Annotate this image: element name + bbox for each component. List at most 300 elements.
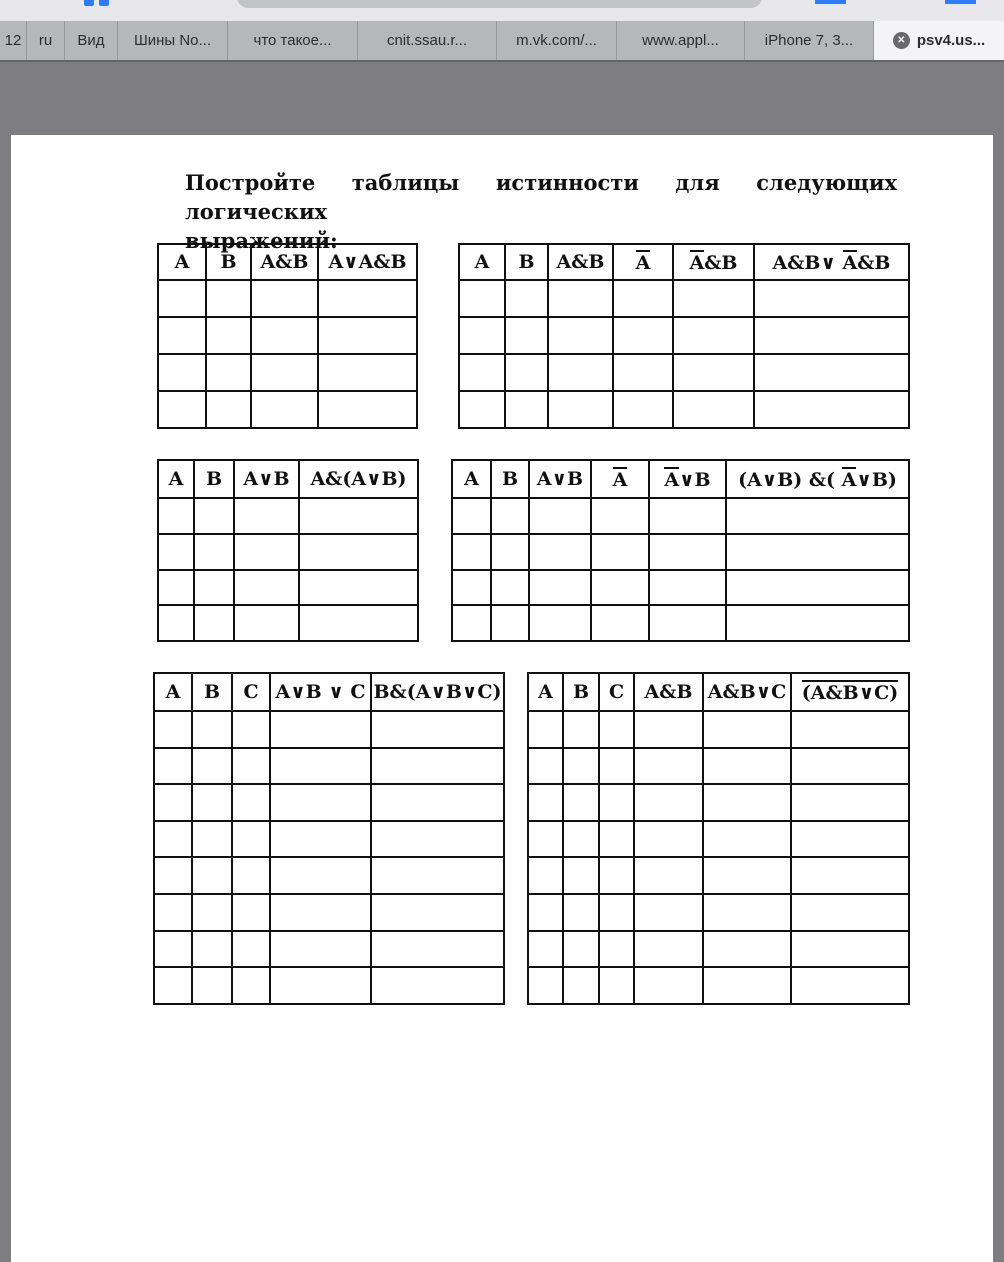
header-text: A∨B ∨ C: [275, 681, 366, 703]
truth-table-2-row-1: [459, 317, 909, 354]
tab-8[interactable]: [745, 21, 874, 60]
empty-cell: [270, 857, 371, 894]
empty-cell: [613, 391, 673, 428]
overlined-expression: A: [612, 469, 628, 491]
empty-cell: [452, 605, 491, 641]
tab-label: psv4.us...: [916, 32, 986, 49]
truth-table-2: [458, 243, 910, 429]
empty-cell: [371, 748, 504, 785]
empty-cell: [158, 354, 206, 391]
header-text: A∨B: [536, 468, 584, 490]
worksheet-title: [185, 168, 897, 255]
empty-cell: [505, 280, 548, 317]
empty-cell: [318, 317, 417, 354]
empty-cell: [371, 894, 504, 931]
empty-cell: [270, 784, 371, 821]
empty-cell: [251, 391, 318, 428]
header-text: B: [203, 681, 221, 703]
empty-cell: [318, 391, 417, 428]
empty-cell: [232, 821, 270, 858]
close-tab-icon[interactable]: ✕: [893, 32, 910, 49]
empty-cell: [192, 894, 232, 931]
empty-cell: [234, 534, 299, 570]
truth-table-5-row-7: [154, 967, 504, 1004]
truth-table-5-header-0: [154, 673, 192, 711]
empty-cell: [158, 317, 206, 354]
overlined-expression: A: [664, 469, 680, 491]
empty-cell: [270, 821, 371, 858]
header-text: B: [205, 468, 223, 490]
empty-cell: [154, 894, 192, 931]
empty-cell: [634, 821, 703, 858]
empty-cell: [158, 391, 206, 428]
truth-table-3-header-0: [158, 460, 194, 498]
empty-cell: [270, 894, 371, 931]
empty-cell: [634, 894, 703, 931]
empty-cell: [599, 967, 634, 1004]
browser-toolbar: [0, 0, 1004, 21]
empty-cell: [754, 280, 909, 317]
header-text: (A∨B) &(: [738, 469, 842, 491]
truth-table-5-row-6: [154, 931, 504, 968]
truth-table-2-header-2: [548, 244, 613, 280]
empty-cell: [548, 391, 613, 428]
empty-cell: [194, 534, 234, 570]
empty-cell: [649, 570, 726, 606]
empty-cell: [599, 894, 634, 931]
empty-cell: [158, 605, 194, 641]
truth-table-1-header-0: [158, 244, 206, 280]
toolbar-icon-partial[interactable]: [84, 0, 94, 6]
empty-cell: [299, 570, 418, 606]
empty-cell: [528, 967, 563, 1004]
truth-table-4-header-1: [491, 460, 529, 498]
empty-cell: [563, 748, 599, 785]
empty-cell: [791, 931, 909, 968]
empty-cell: [251, 354, 318, 391]
empty-cell: [192, 711, 232, 748]
empty-cell: [673, 391, 754, 428]
header-text: A: [464, 468, 479, 490]
empty-cell: [791, 894, 909, 931]
truth-table-6-header-1: [563, 673, 599, 711]
overlined-expression: A: [689, 252, 705, 274]
empty-cell: [270, 931, 371, 968]
empty-cell: [194, 570, 234, 606]
empty-cell: [726, 570, 909, 606]
empty-cell: [505, 391, 548, 428]
truth-table-2-row-2: [459, 354, 909, 391]
empty-cell: [234, 498, 299, 534]
truth-table-5-row-3: [154, 821, 504, 858]
empty-cell: [158, 534, 194, 570]
truth-table-5-row-4: [154, 857, 504, 894]
empty-cell: [634, 748, 703, 785]
empty-cell: [563, 931, 599, 968]
empty-cell: [649, 605, 726, 641]
truth-table-2-header-1: [505, 244, 548, 280]
header-text: &B: [857, 252, 891, 274]
empty-cell: [528, 821, 563, 858]
empty-cell: [599, 857, 634, 894]
empty-cell: [371, 711, 504, 748]
empty-cell: [548, 354, 613, 391]
truth-table-5-header-2: [232, 673, 270, 711]
empty-cell: [491, 605, 529, 641]
tab-label: 12: [4, 32, 22, 49]
truth-table-2-header-4: [673, 244, 754, 280]
truth-table-1-header-1: [206, 244, 251, 280]
empty-cell: [154, 711, 192, 748]
truth-table-1-header-3: [318, 244, 417, 280]
truth-table-1-row-1: [158, 317, 417, 354]
header-text: A: [474, 251, 490, 273]
empty-cell: [299, 605, 418, 641]
empty-cell: [591, 570, 649, 606]
truth-table-6-header-3: [634, 673, 703, 711]
empty-cell: [548, 317, 613, 354]
header-text: A&B∨: [772, 252, 843, 274]
truth-table-3: [157, 459, 419, 642]
empty-cell: [599, 931, 634, 968]
empty-cell: [563, 967, 599, 1004]
empty-cell: [791, 857, 909, 894]
header-text: B: [518, 251, 535, 273]
empty-cell: [192, 931, 232, 968]
empty-cell: [371, 784, 504, 821]
empty-cell: [192, 967, 232, 1004]
empty-cell: [703, 821, 791, 858]
empty-cell: [459, 354, 505, 391]
empty-cell: [318, 280, 417, 317]
empty-cell: [232, 784, 270, 821]
empty-cell: [726, 498, 909, 534]
header-text: A: [165, 681, 181, 703]
header-text: B: [501, 468, 519, 490]
empty-cell: [452, 498, 491, 534]
empty-cell: [613, 354, 673, 391]
tab-0[interactable]: [0, 21, 27, 60]
empty-cell: [791, 821, 909, 858]
overlined-expression: (A&B∨C): [801, 682, 899, 704]
empty-cell: [634, 784, 703, 821]
empty-cell: [318, 354, 417, 391]
empty-cell: [206, 280, 251, 317]
empty-cell: [529, 570, 591, 606]
empty-cell: [206, 317, 251, 354]
empty-cell: [154, 784, 192, 821]
truth-table-3-row-2: [158, 570, 418, 606]
truth-table-3-row-0: [158, 498, 418, 534]
truth-table-5-row-1: [154, 748, 504, 785]
truth-table-3-row-3: [158, 605, 418, 641]
empty-cell: [634, 857, 703, 894]
tab-label: Шины No...: [133, 32, 212, 49]
truth-table-1-row-2: [158, 354, 417, 391]
truth-table-6-header-4: [703, 673, 791, 711]
empty-cell: [703, 784, 791, 821]
truth-table-3-row-1: [158, 534, 418, 570]
empty-cell: [270, 748, 371, 785]
empty-cell: [791, 711, 909, 748]
overlined-expression: A: [842, 252, 858, 274]
header-text: &B: [704, 252, 738, 274]
truth-table-4-header-0: [452, 460, 491, 498]
header-text: A∨A&B: [328, 251, 407, 273]
empty-cell: [232, 711, 270, 748]
empty-cell: [548, 280, 613, 317]
truth-table-4-header-5: [726, 460, 909, 498]
header-text: A&B∨C: [707, 681, 787, 703]
empty-cell: [754, 354, 909, 391]
truth-table-6-row-1: [528, 748, 909, 785]
header-text: A: [538, 681, 553, 703]
tab-4[interactable]: [228, 21, 358, 60]
empty-cell: [791, 967, 909, 1004]
header-text: ∨B): [856, 469, 897, 491]
empty-cell: [192, 784, 232, 821]
empty-cell: [194, 605, 234, 641]
overlined-expression: A: [635, 252, 651, 274]
empty-cell: [528, 894, 563, 931]
empty-cell: [649, 498, 726, 534]
header-text: B: [572, 681, 590, 703]
truth-table-5-header-4: [371, 673, 504, 711]
empty-cell: [371, 821, 504, 858]
truth-table-6-row-5: [528, 894, 909, 931]
empty-cell: [299, 498, 418, 534]
empty-cell: [634, 967, 703, 1004]
truth-table-2-row-3: [459, 391, 909, 428]
empty-cell: [528, 711, 563, 748]
truth-table-4-row-2: [452, 570, 909, 606]
tab-1[interactable]: [27, 21, 65, 60]
empty-cell: [158, 570, 194, 606]
truth-table-1: [157, 243, 418, 429]
empty-cell: [563, 821, 599, 858]
title-line-2: выражений:: [185, 228, 338, 253]
empty-cell: [703, 931, 791, 968]
header-text: ∨B: [679, 469, 711, 491]
empty-cell: [459, 317, 505, 354]
empty-cell: [528, 748, 563, 785]
empty-cell: [634, 931, 703, 968]
tab-2[interactable]: [65, 21, 118, 60]
truth-table-5-row-0: [154, 711, 504, 748]
toolbar-icon-partial[interactable]: [815, 0, 846, 4]
header-text: A: [168, 468, 184, 490]
empty-cell: [591, 605, 649, 641]
empty-cell: [754, 317, 909, 354]
empty-cell: [703, 711, 791, 748]
empty-cell: [754, 391, 909, 428]
empty-cell: [673, 317, 754, 354]
tab-label: Вид: [77, 32, 105, 49]
overlined-expression: A: [841, 469, 857, 491]
truth-table-6-header-2: [599, 673, 634, 711]
empty-cell: [703, 967, 791, 1004]
tab-label: cnit.ssau.r...: [386, 32, 468, 49]
truth-table-3-header-2: [234, 460, 299, 498]
empty-cell: [491, 570, 529, 606]
truth-table-2-header-0: [459, 244, 505, 280]
header-text: C: [608, 681, 625, 703]
empty-cell: [371, 857, 504, 894]
empty-cell: [194, 498, 234, 534]
empty-cell: [459, 280, 505, 317]
empty-cell: [563, 784, 599, 821]
empty-cell: [528, 784, 563, 821]
empty-cell: [452, 570, 491, 606]
empty-cell: [192, 748, 232, 785]
empty-cell: [154, 857, 192, 894]
truth-table-5: [153, 672, 505, 1005]
truth-table-6-row-3: [528, 821, 909, 858]
empty-cell: [599, 711, 634, 748]
empty-cell: [206, 354, 251, 391]
empty-cell: [613, 317, 673, 354]
empty-cell: [206, 391, 251, 428]
empty-cell: [726, 605, 909, 641]
empty-cell: [703, 857, 791, 894]
title-line-1: Постройте таблицы истинности для следующих логических: [185, 170, 897, 224]
empty-cell: [234, 605, 299, 641]
empty-cell: [232, 931, 270, 968]
tab-6[interactable]: [497, 21, 617, 60]
empty-cell: [505, 354, 548, 391]
empty-cell: [505, 317, 548, 354]
truth-table-3-header-1: [194, 460, 234, 498]
header-text: B&(A∨B∨C): [373, 681, 502, 703]
tab-label: что такое...: [253, 32, 332, 49]
empty-cell: [791, 784, 909, 821]
tab-label: www.appl...: [642, 32, 719, 49]
header-text: C: [243, 681, 259, 703]
empty-cell: [251, 280, 318, 317]
truth-table-6-row-2: [528, 784, 909, 821]
address-bar[interactable]: [237, 0, 762, 8]
toolbar-icon-partial[interactable]: [99, 0, 109, 6]
empty-cell: [232, 894, 270, 931]
tab-3[interactable]: [118, 21, 228, 60]
empty-cell: [459, 391, 505, 428]
header-text: A&B: [556, 251, 605, 273]
empty-cell: [154, 748, 192, 785]
header-text: B: [220, 251, 237, 273]
tab-9-active[interactable]: [874, 21, 1004, 60]
empty-cell: [232, 857, 270, 894]
empty-cell: [528, 931, 563, 968]
header-text: A∨B: [243, 468, 290, 490]
toolbar-icon-partial[interactable]: [945, 0, 976, 4]
truth-table-6-row-4: [528, 857, 909, 894]
empty-cell: [192, 857, 232, 894]
empty-cell: [371, 967, 504, 1004]
header-text: A&B: [260, 251, 309, 273]
truth-table-6-row-7: [528, 967, 909, 1004]
empty-cell: [371, 931, 504, 968]
truth-table-4-row-1: [452, 534, 909, 570]
tab-7[interactable]: [617, 21, 745, 60]
empty-cell: [673, 354, 754, 391]
truth-table-2-row-0: [459, 280, 909, 317]
empty-cell: [673, 280, 754, 317]
empty-cell: [232, 748, 270, 785]
tab-label: iPhone 7, 3...: [764, 32, 854, 49]
empty-cell: [703, 894, 791, 931]
truth-table-6-row-0: [528, 711, 909, 748]
tab-5[interactable]: [358, 21, 497, 60]
truth-table-4-row-3: [452, 605, 909, 641]
truth-table-2-header-5: [754, 244, 909, 280]
empty-cell: [634, 711, 703, 748]
empty-cell: [529, 498, 591, 534]
truth-table-4-header-3: [591, 460, 649, 498]
empty-cell: [192, 821, 232, 858]
empty-cell: [158, 280, 206, 317]
empty-cell: [491, 534, 529, 570]
truth-table-6-header-0: [528, 673, 563, 711]
truth-table-5-row-2: [154, 784, 504, 821]
truth-table-4-row-0: [452, 498, 909, 534]
tab-label: m.vk.com/...: [516, 32, 597, 49]
truth-table-5-header-1: [192, 673, 232, 711]
truth-table-6-header-5: [791, 673, 909, 711]
truth-table-2-header-3: [613, 244, 673, 280]
empty-cell: [232, 967, 270, 1004]
header-text: A&(A∨B): [310, 468, 407, 490]
empty-cell: [599, 821, 634, 858]
empty-cell: [528, 857, 563, 894]
empty-cell: [591, 498, 649, 534]
empty-cell: [726, 534, 909, 570]
empty-cell: [563, 857, 599, 894]
empty-cell: [299, 534, 418, 570]
empty-cell: [613, 280, 673, 317]
truth-table-1-header-2: [251, 244, 318, 280]
header-text: A: [174, 251, 190, 273]
tab-bar: [0, 21, 1004, 62]
empty-cell: [529, 605, 591, 641]
empty-cell: [791, 748, 909, 785]
truth-table-4-header-4: [649, 460, 726, 498]
empty-cell: [599, 748, 634, 785]
truth-table-4-header-2: [529, 460, 591, 498]
empty-cell: [270, 967, 371, 1004]
empty-cell: [251, 317, 318, 354]
truth-table-6: [527, 672, 910, 1005]
truth-table-6-row-6: [528, 931, 909, 968]
empty-cell: [599, 784, 634, 821]
empty-cell: [563, 894, 599, 931]
empty-cell: [563, 711, 599, 748]
empty-cell: [270, 711, 371, 748]
empty-cell: [234, 570, 299, 606]
empty-cell: [154, 931, 192, 968]
empty-cell: [591, 534, 649, 570]
truth-table-1-row-3: [158, 391, 417, 428]
empty-cell: [491, 498, 529, 534]
truth-table-5-header-3: [270, 673, 371, 711]
tab-label: ru: [38, 32, 53, 49]
truth-table-4: [451, 459, 910, 642]
empty-cell: [703, 748, 791, 785]
empty-cell: [529, 534, 591, 570]
header-text: A&B: [644, 681, 693, 703]
truth-table-5-row-5: [154, 894, 504, 931]
truth-table-3-header-3: [299, 460, 418, 498]
empty-cell: [158, 498, 194, 534]
